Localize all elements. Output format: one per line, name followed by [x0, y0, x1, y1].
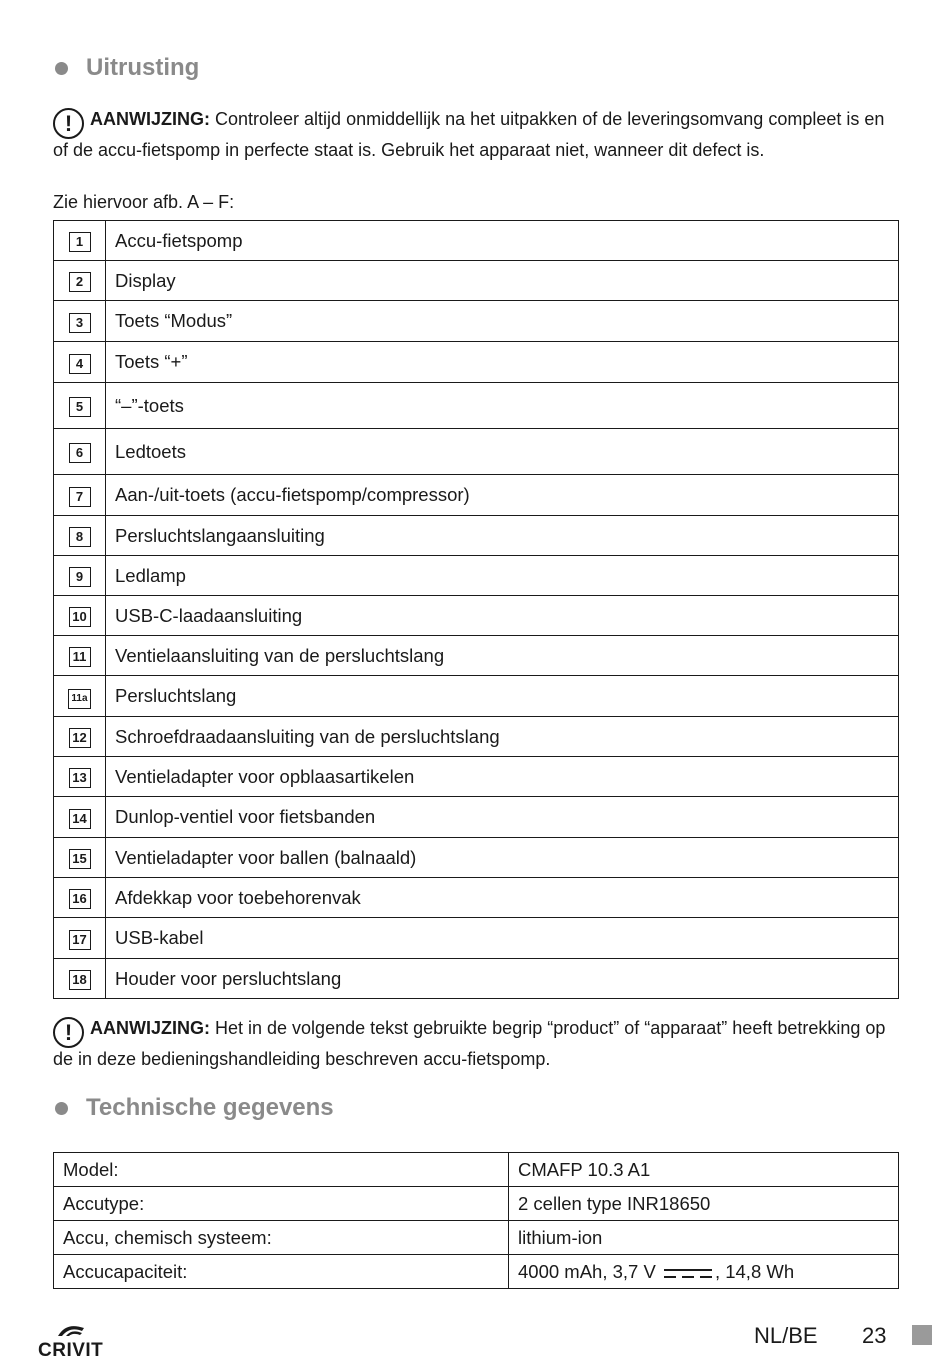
dc-voltage-icon: [663, 1267, 713, 1279]
part-row: [54, 918, 899, 959]
part-number-cell: [54, 556, 106, 596]
part-row: [54, 221, 899, 261]
part-number-cell: [54, 342, 106, 383]
part-number-cell: [54, 596, 106, 636]
part-description: Toets “+”: [106, 342, 899, 383]
part-number-cell: [54, 636, 106, 676]
section-heading-technical: [55, 1094, 334, 1122]
part-description: Ledlamp: [106, 556, 899, 596]
tech-row: [54, 1221, 899, 1255]
bullet-icon: [55, 1102, 68, 1115]
part-number: 3: [69, 313, 91, 333]
note-check-delivery: [53, 108, 903, 162]
capacity-value: 4000 mAh, 3,7 V: [518, 1260, 656, 1282]
part-number-cell: [54, 838, 106, 878]
part-number: 15: [69, 849, 91, 869]
part-number-cell: [54, 429, 106, 475]
note-text: Controleer altijd onmiddellijk na het uitpakken of de leveringsomvang compleet is en of de accu-fietspomp in perfecte staat is. Gebruik het apparaat niet, wanneer dit defect is.: [53, 109, 885, 160]
part-number: 7: [69, 487, 91, 507]
exclamation-icon: !: [53, 108, 84, 139]
part-number-cell: [54, 383, 106, 429]
language-code: NL/BE: [754, 1323, 818, 1348]
part-description: Persluchtslang: [106, 676, 899, 717]
part-description: Ventielaansluiting van de persluchtslang: [106, 636, 899, 676]
part-description: Dunlop-ventiel voor fietsbanden: [106, 797, 899, 838]
exclamation-icon: !: [53, 1017, 84, 1048]
part-description: Display: [106, 261, 899, 301]
tech-value: [509, 1255, 899, 1289]
part-number-cell: [54, 918, 106, 959]
part-description: “–”-toets: [106, 383, 899, 429]
part-number: 1: [69, 232, 91, 252]
tech-row: [54, 1153, 899, 1187]
part-number-cell: [54, 475, 106, 516]
part-number: 16: [69, 889, 91, 909]
capacity-energy: , 14,8 Wh: [714, 1260, 795, 1282]
part-number-cell: [54, 301, 106, 342]
part-number-cell: [54, 676, 106, 717]
part-number: 8: [69, 527, 91, 547]
part-number-cell: [54, 878, 106, 918]
part-description: USB-kabel: [106, 918, 899, 959]
section-heading-equipment: [55, 54, 199, 82]
tech-key: Model:: [54, 1153, 509, 1187]
part-number-cell: [54, 717, 106, 757]
technical-data-table: [53, 1152, 899, 1289]
part-number-cell: [54, 797, 106, 838]
part-row: [54, 717, 899, 757]
part-number-cell: [54, 516, 106, 556]
part-row: [54, 516, 899, 556]
part-number: 6: [69, 443, 91, 463]
part-row: [54, 838, 899, 878]
part-number-cell: [54, 261, 106, 301]
tech-value: CMAFP 10.3 A1: [509, 1153, 899, 1187]
part-row: [54, 797, 899, 838]
page-number: 23: [862, 1323, 887, 1348]
heading-text: Technische gegevens: [86, 1094, 334, 1121]
tech-value: lithium-ion: [509, 1221, 899, 1255]
note-text: Het in de volgende tekst gebruikte begrip “product” of “apparaat” heeft betrekking op de in deze bedieningshandleiding beschreven accu-fietspomp.: [53, 1018, 886, 1069]
tech-key: Accu, chemisch systeem:: [54, 1221, 509, 1255]
part-row: [54, 342, 899, 383]
bullet-icon: [55, 62, 68, 75]
part-number: 17: [69, 930, 91, 950]
part-row: [54, 556, 899, 596]
part-description: Aan-/uit-toets (accu-fietspomp/compressor): [106, 475, 899, 516]
part-description: Houder voor persluchtslang: [106, 959, 899, 999]
part-description: Ventieladapter voor opblaasartikelen: [106, 757, 899, 797]
part-number: 18: [69, 970, 91, 990]
parts-table: [53, 220, 899, 999]
part-number: 5: [69, 397, 91, 417]
part-description: Schroefdraadaansluiting van de persluchtslang: [106, 717, 899, 757]
part-number: 9: [69, 567, 91, 587]
note-label: AANWIJZING:: [90, 1018, 210, 1038]
brand-swoosh-icon: [56, 1322, 86, 1338]
tech-key: Accutype:: [54, 1187, 509, 1221]
part-description: Toets “Modus”: [106, 301, 899, 342]
note-product-term: [53, 1017, 903, 1071]
part-row: [54, 676, 899, 717]
part-row: [54, 596, 899, 636]
part-number: 2: [69, 272, 91, 292]
part-row: [54, 475, 899, 516]
brand-name: CRIVIT: [38, 1340, 104, 1361]
part-row: [54, 878, 899, 918]
page-marker: [912, 1325, 932, 1345]
figure-reference: Zie hiervoor afb. A – F:: [53, 192, 235, 212]
part-number: 12: [69, 728, 91, 748]
part-number: 4: [69, 354, 91, 374]
part-number: 11: [69, 647, 91, 667]
tech-key: Accucapaciteit:: [54, 1255, 509, 1289]
part-row: [54, 757, 899, 797]
part-row: [54, 261, 899, 301]
part-row: [54, 636, 899, 676]
part-number: 14: [69, 809, 91, 829]
part-description: Ventieladapter voor ballen (balnaald): [106, 838, 899, 878]
part-description: Accu-fietspomp: [106, 221, 899, 261]
part-description: Persluchtslangaansluiting: [106, 516, 899, 556]
tech-value: 2 cellen type INR18650: [509, 1187, 899, 1221]
tech-row: [54, 1255, 899, 1289]
part-row: [54, 959, 899, 999]
part-row: [54, 383, 899, 429]
part-number-cell: [54, 959, 106, 999]
part-description: Ledtoets: [106, 429, 899, 475]
part-number: 11a: [68, 689, 90, 709]
part-number-cell: [54, 221, 106, 261]
part-description: Afdekkap voor toebehorenvak: [106, 878, 899, 918]
note-label: AANWIJZING:: [90, 109, 210, 129]
tech-row: [54, 1187, 899, 1221]
part-row: [54, 301, 899, 342]
part-number: 13: [69, 768, 91, 788]
brand-logo: [38, 1322, 108, 1364]
part-description: USB-C-laadaansluiting: [106, 596, 899, 636]
part-row: [54, 429, 899, 475]
part-number: 10: [69, 607, 91, 627]
part-number-cell: [54, 757, 106, 797]
heading-text: Uitrusting: [86, 54, 200, 81]
